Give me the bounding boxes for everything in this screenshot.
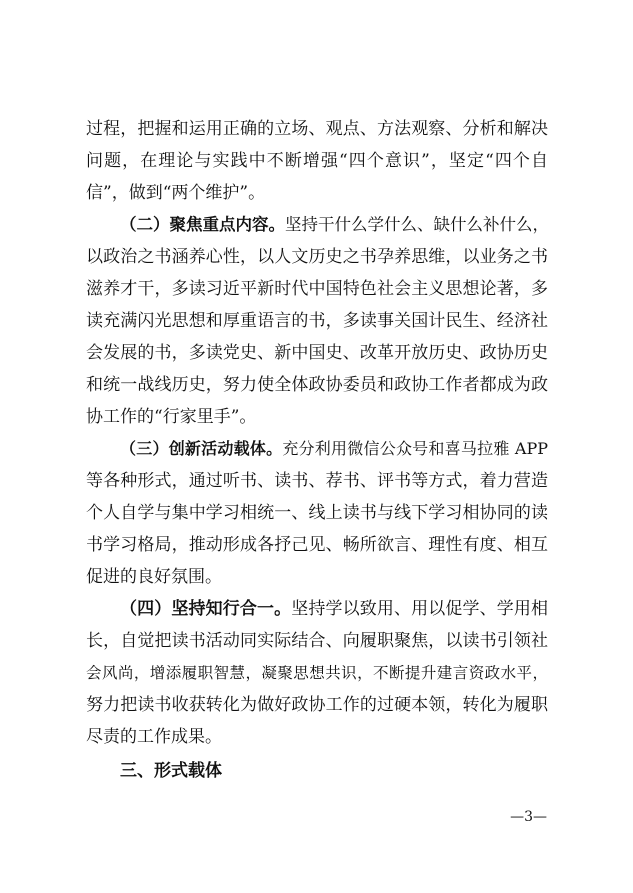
paragraph-line: 努力把读书收获转化为做好政协工作的过硬本领，转化为履职: [86, 695, 548, 715]
paragraph-line: 过程，把握和运用正确的立场、观点、方法观察、分析和解决: [86, 119, 548, 139]
paragraph-line: 信”，做到“两个维护”。: [86, 183, 266, 203]
subheading: （四）坚持知行合一。: [120, 599, 292, 619]
paragraph-line: 长，自觉把读书活动同实际结合、向履职聚焦，以读书引领社: [86, 631, 548, 651]
subheading: （二）聚焦重点内容。: [120, 215, 285, 234]
paragraph-text: 坚持干什么学什么、缺什么补什么，: [285, 215, 549, 234]
paragraph-line: 促进的良好氛围。: [86, 567, 222, 587]
paragraph-line: 以政治之书涵养心性，以人文历史之书孕养思维，以业务之书: [86, 247, 548, 267]
section-title: 三、形式载体: [120, 761, 222, 781]
subheading: （三）创新活动载体。: [120, 439, 283, 458]
paragraph-first-line: [120, 214, 548, 236]
paragraph-first-line: [120, 438, 548, 460]
paragraph-first-line: [120, 598, 548, 620]
paragraph-line: 和统一战线历史，努力使全体政协委员和政协工作者都成为政: [86, 375, 548, 395]
paragraph-line: 读充满闪光思想和厚重语言的书，多读事关国计民生、经济社: [86, 311, 548, 331]
paragraph-line: 个人自学与集中学习相统一、线上读书与线下学习相协同的读: [86, 503, 548, 523]
paragraph-line: 会风尚，增添履职智慧，凝聚思想共识，不断提升建言资政水平，: [86, 664, 548, 682]
paragraph-line: 协工作的“行家里手”。: [86, 407, 257, 427]
paragraph-line: 会发展的书，多读党史、新中国史、改革开放历史、政协历史: [86, 343, 548, 363]
paragraph-line: 书学习格局，推动形成各抒己见、畅所欲言、理性有度、相互: [86, 535, 548, 555]
paragraph-text: 坚持学以致用、用以促学、学用相: [291, 599, 548, 619]
paragraph-line: 滋养才干，多读习近平新时代中国特色社会主义思想论著，多: [86, 279, 548, 299]
paragraph-text: 充分利用微信公众号和喜马拉雅 APP: [282, 439, 548, 458]
paragraph-line: 问题，在理论与实践中不断增强“四个意识”，坚定“四个自: [86, 151, 548, 171]
paragraph-line: 尽责的工作成果。: [86, 727, 222, 747]
paragraph-line: 等各种形式，通过听书、读书、荐书、评书等方式，着力营造: [86, 471, 548, 491]
page-number: —3—: [510, 809, 547, 825]
